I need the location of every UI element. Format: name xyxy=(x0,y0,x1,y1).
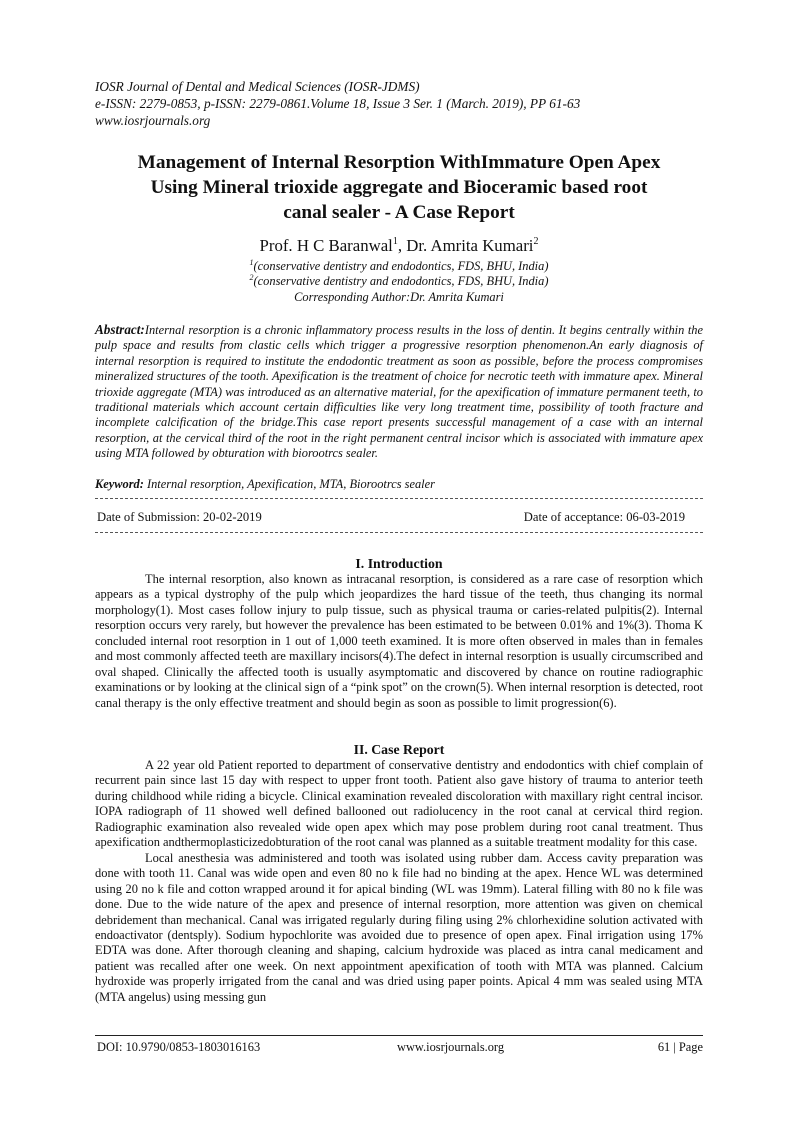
footer-doi: DOI: 10.9790/0853-1803016163 xyxy=(97,1040,261,1054)
journal-name: IOSR Journal of Dental and Medical Sciences (IOSR-JDMS) xyxy=(95,79,420,94)
paragraph: Local anesthesia was administered and tooth was isolated using rubber dam. Access cavity preparation was done with tooth 11. Canal was wide open and even 80 no k file had no binding at the apex. Hence WL was determined using 20 no k file and cotton wrapped around it for apical binding (WL was 19mm). Lateral filling with 80 no k file was done. Due to the wide nature of the apex and presence of internal resorption, more attention was given on chemical debridement than mechanical. Canal was irrigated regularly during filing using 2% chlorhexidine solution activated with endoactivator (dentsply). Sodium hypochlorite was avoided due to presence of open apex. Final irrigation using 17% EDTA was done. After thorough cleaning and shaping, calcium hydroxide was placed as intra canal medicament and patient was recalled after one week. On next appointment apexification of tooth with MTA was planned. Calcium hydroxide was properly irrigated from the canal and was dried using paper points. Apical 4 mm was sealed using MTA (MTA angelus) using messing gun xyxy=(95,850,703,1004)
abstract-label: Abstract: xyxy=(95,322,145,337)
introduction-body xyxy=(95,572,703,711)
affiliation-text: (conservative dentistry and endodontics, FDS, BHU, India) xyxy=(253,259,549,273)
abstract-text: Internal resorption is a chronic inflammatory process results in the loss of dentin. It begins centrally within the pulp space and results from clastic cells which trigger a progressive resorption phenomenon.An early diagnosis of internal resorption is required to institute the endodontic treatment as soon as possible, before the process compromises mineralized structures of the tooth. Apexification is the treatment of choice for necrotic teeth with immature apex. Mineral trioxide aggregate (MTA) was introduced as an alternative material, for the apexification of immature permanent teeth, to traditional materials which account certain difficulties like very long treatment time, possibility of tooth fracture and incomplete calcification of the bridge.This case report presents successful management of a case with an internal resorption, at the cervical third of the root in the right permanent central incisor which is associated with immature apex using MTA followed by obturation with biorootrcs sealer. xyxy=(95,323,703,461)
corresponding-author: Corresponding Author:Dr. Amrita Kumari xyxy=(294,289,504,304)
footer-page-number: 61 | Page xyxy=(657,1040,703,1054)
affiliations xyxy=(95,259,703,305)
author-list xyxy=(95,236,703,256)
author-affiliation-mark: 2 xyxy=(533,236,539,247)
journal-issn: e-ISSN: 2279-0853, p-ISSN: 2279-0861.Volume 18, Issue 3 Ser. 1 (March. 2019), PP 61-63 xyxy=(95,96,581,111)
title-line: Using Mineral trioxide aggregate and Bioceramic based root xyxy=(150,177,648,198)
dashed-divider xyxy=(95,532,703,533)
footer-rule xyxy=(95,1035,703,1036)
affiliation xyxy=(95,259,703,274)
paragraph: The internal resorption, also known as intracanal resorption, is considered as a rare case of resorption which appears as a typical dystrophy of the pulp which jeopardizes the hard tissue of the teeth, thus changing its normal morphology(1). Most cases follow injury to pulp tissue, such as physical trauma or caries-related pulpitis(2). Internal resorption occurs very rarely, but however the prevalence has been estimated to be between 0.01% and 1%(3). Thoma K concluded internal root resorption in 1 out of 1,000 teeth examined. It is more often observed in males than in females and most commonly affected teeth are maxillary incisors(4).The defect in internal resorption is usually circumscribed and oval shaped. Clinically the affected tooth is usually asymptomatic and discovered by chance on routine radiographic examinations or by looking at the clinical sign of a “pink spot” on the crown(5). When internal resorption is detected, root canal therapy is the only effective treatment and should begin as soon as possible to limit progression(6). xyxy=(95,572,703,710)
acceptance-date: Date of acceptance: 06-03-2019 xyxy=(523,510,685,524)
paragraph: A 22 year old Patient reported to department of conservative dentistry and endodontics with chief complain of recurrent pain since last 15 day with respect to upper front tooth. Patient also gave history of trauma to anterior teeth during childhood while riding a bicycle. Clinical examination revealed discoloration with maxillary right central incisor. IOPA radiograph of 11 showed well defined ballooned out radiolucency in the root canal at cervical third region. Radiographic examination also revealed wide open apex which may pose problem during root canal treatment. Thus apexification andthermoplasticizedobturation of the root canal was planned as a suitable treatment modality for this case. xyxy=(95,758,703,850)
author-separator: , xyxy=(397,236,407,255)
affiliation-mark: 1 xyxy=(249,258,254,267)
paper-title xyxy=(95,150,703,225)
keyword-text: Internal resorption, Apexification, MTA, Biorootrcs sealer xyxy=(143,477,435,491)
journal-header xyxy=(95,78,703,129)
section-heading-introduction: I. Introduction xyxy=(355,556,443,571)
title-line: canal sealer - A Case Report xyxy=(283,202,515,223)
title-line: Management of Internal Resorption WithImmature Open Apex xyxy=(137,152,661,173)
keyword-label: Keyword: xyxy=(95,477,144,491)
keywords xyxy=(95,477,703,492)
affiliation xyxy=(95,274,703,289)
footer-website: www.iosrjournals.org xyxy=(397,1040,505,1054)
affiliation-text: (conservative dentistry and endodontics, FDS, BHU, India) xyxy=(253,274,549,289)
abstract xyxy=(95,322,703,462)
author-name: Prof. H C Baranwal xyxy=(259,236,393,255)
dashed-divider xyxy=(95,498,703,499)
section-heading-case-report: II. Case Report xyxy=(353,742,445,757)
author-affiliation-mark: 1 xyxy=(392,236,398,247)
case-report-body xyxy=(95,758,703,1005)
submission-date: Date of Submission: 20-02-2019 xyxy=(97,510,262,524)
affiliation-mark: 2 xyxy=(249,273,254,283)
journal-website: www.iosrjournals.org xyxy=(95,113,211,128)
author-name: Dr. Amrita Kumari xyxy=(406,236,534,255)
